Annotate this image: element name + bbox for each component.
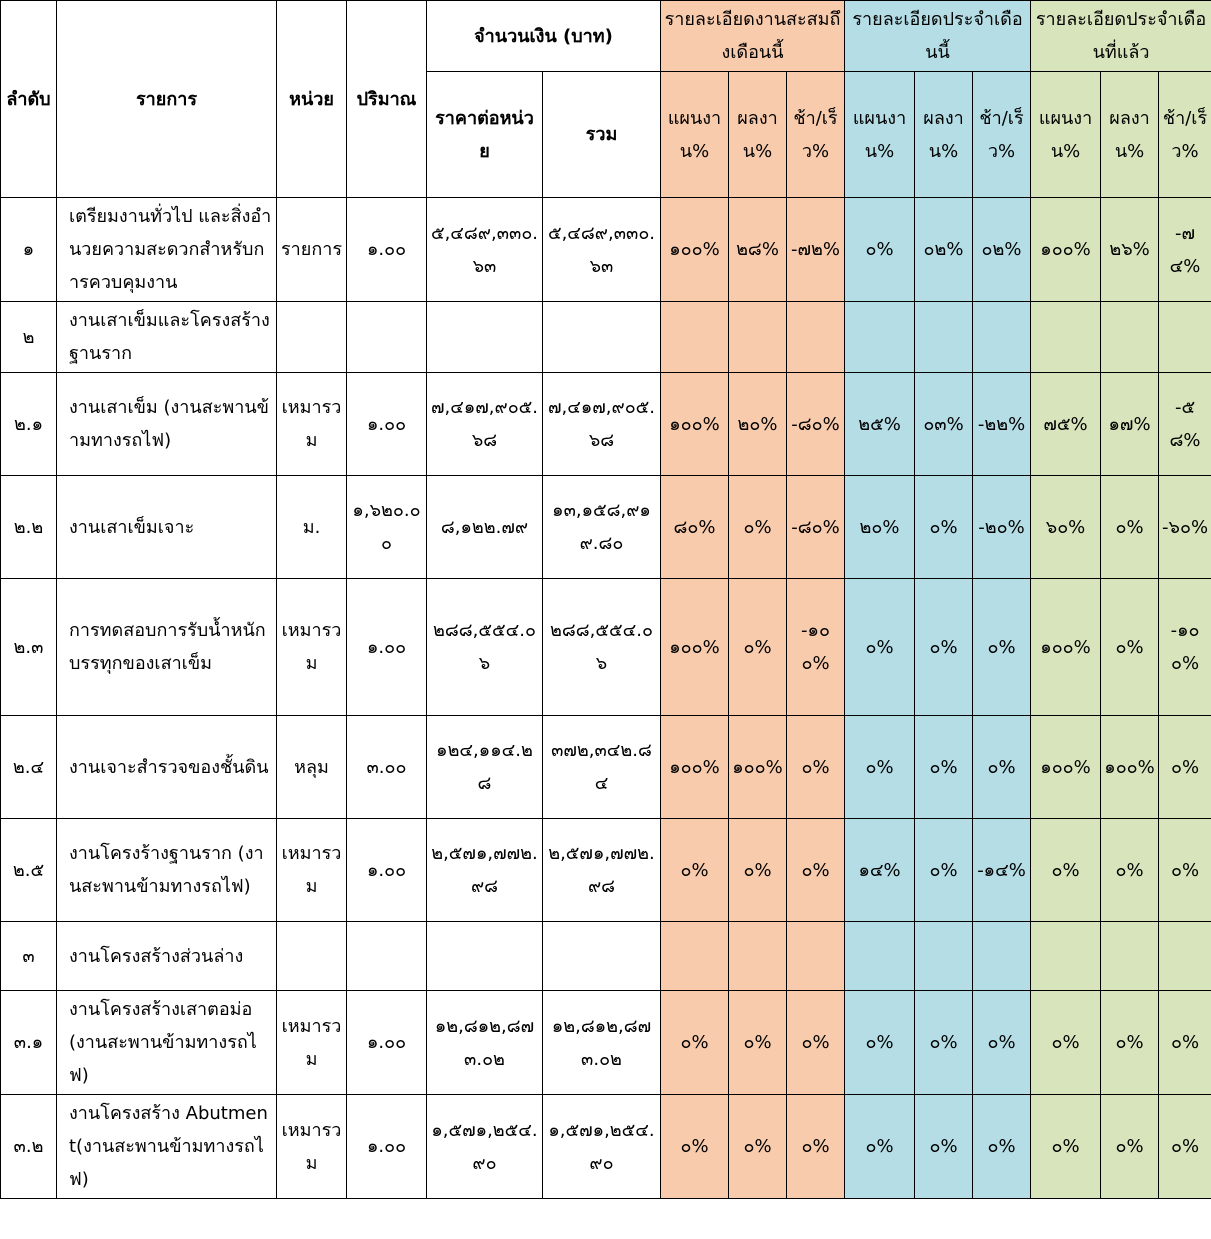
cell-cum-diff: -๗๒% <box>787 198 845 302</box>
cell-cum-diff: ๐% <box>787 716 845 819</box>
cell-cum-result: ๑๐๐% <box>729 716 787 819</box>
header-this-diff: ช้า/เร็ว% <box>973 72 1031 198</box>
cell-this-result: ๐% <box>915 579 973 716</box>
cell-qty <box>347 922 427 991</box>
cell-cum-diff: ๐% <box>787 1095 845 1199</box>
header-this-plan: แผนงาน% <box>845 72 915 198</box>
cell-seq: ๒.๕ <box>1 819 57 922</box>
cell-last-diff: -๕๘% <box>1159 373 1211 476</box>
cell-this-result: ๐% <box>915 991 973 1095</box>
cell-last-result <box>1101 922 1159 991</box>
cell-total <box>543 922 661 991</box>
cell-this-plan: ๒๕% <box>845 373 915 476</box>
cell-last-plan <box>1031 302 1101 373</box>
cell-cum-diff: ๐% <box>787 819 845 922</box>
cell-unit: เหมารวม <box>277 819 347 922</box>
header-this-result: ผลงาน% <box>915 72 973 198</box>
cell-last-diff: -๖๐% <box>1159 476 1211 579</box>
cell-last-plan: ๐% <box>1031 991 1101 1095</box>
cell-last-result <box>1101 302 1159 373</box>
cell-unit: หลุม <box>277 716 347 819</box>
cell-last-plan: ๑๐๐% <box>1031 716 1101 819</box>
cell-total: ๗,๔๑๗,๙๐๕.๖๘ <box>543 373 661 476</box>
table-row <box>1 476 1211 579</box>
cell-this-plan <box>845 302 915 373</box>
cell-cum-plan: ๐% <box>661 1095 729 1199</box>
cell-last-diff: ๐% <box>1159 716 1211 819</box>
cell-this-diff: ๐% <box>973 716 1031 819</box>
cell-unit-price <box>427 922 543 991</box>
cell-this-result <box>915 302 973 373</box>
cell-cum-result <box>729 302 787 373</box>
table-row <box>1 716 1211 819</box>
cell-last-diff: ๐% <box>1159 819 1211 922</box>
table-row <box>1 373 1211 476</box>
cell-unit-price: ๘,๑๒๒.๗๙ <box>427 476 543 579</box>
header-cumulative: รายละเอียดงานสะสมถึงเดือนนี้ <box>661 1 845 72</box>
cell-cum-result: ๒๘% <box>729 198 787 302</box>
header-unit: หน่วย <box>277 1 347 198</box>
cell-this-plan: ๒๐% <box>845 476 915 579</box>
cell-last-result: ๒๖% <box>1101 198 1159 302</box>
cell-this-plan: ๐% <box>845 1095 915 1199</box>
cell-item: เตรียมงานทั่วไป และสิ่งอำนวยความสะดวกสำหรับการควบคุมงาน <box>57 198 277 302</box>
cell-this-result: ๐๒% <box>915 198 973 302</box>
cell-last-plan <box>1031 922 1101 991</box>
cell-unit-price: ๑๒๔,๑๑๔.๒๘ <box>427 716 543 819</box>
cell-seq: ๓.๑ <box>1 991 57 1095</box>
cell-this-plan <box>845 922 915 991</box>
header-qty: ปริมาณ <box>347 1 427 198</box>
cell-unit: เหมารวม <box>277 373 347 476</box>
cell-total: ๑๓,๑๕๘,๙๑๙.๘๐ <box>543 476 661 579</box>
cell-item: งานเจาะสำรวจของชั้นดิน <box>57 716 277 819</box>
header-cum-diff: ช้า/เร็ว% <box>787 72 845 198</box>
cell-cum-diff: -๘๐% <box>787 373 845 476</box>
cell-this-plan: ๐% <box>845 991 915 1095</box>
cell-this-diff <box>973 922 1031 991</box>
cell-cum-plan: ๐% <box>661 819 729 922</box>
header-unit-price: ราคาต่อหน่วย <box>427 72 543 198</box>
cell-total <box>543 302 661 373</box>
cell-cum-plan <box>661 922 729 991</box>
cell-this-result: ๐% <box>915 819 973 922</box>
header-last-month: รายละเอียดประจำเดือนที่แล้ว <box>1031 1 1211 72</box>
cell-last-plan: ๑๐๐% <box>1031 579 1101 716</box>
cell-qty: ๑.๐๐ <box>347 819 427 922</box>
cell-last-plan: ๑๐๐% <box>1031 198 1101 302</box>
cell-last-plan: ๐% <box>1031 1095 1101 1199</box>
cell-total: ๕,๔๘๙,๓๓๐.๖๓ <box>543 198 661 302</box>
cell-last-plan: ๐% <box>1031 819 1101 922</box>
header-last-plan: แผนงาน% <box>1031 72 1101 198</box>
cell-cum-plan: ๑๐๐% <box>661 579 729 716</box>
header-amount: จำนวนเงิน (บาท) <box>427 1 661 72</box>
cell-cum-diff: -๑๐๐% <box>787 579 845 716</box>
header-total: รวม <box>543 72 661 198</box>
cell-unit-price: ๕,๔๘๙,๓๓๐.๖๓ <box>427 198 543 302</box>
cell-cum-plan: ๑๐๐% <box>661 373 729 476</box>
cell-qty: ๑,๖๒๐.๐๐ <box>347 476 427 579</box>
cell-this-plan: ๐% <box>845 716 915 819</box>
cell-cum-result: ๒๐% <box>729 373 787 476</box>
cell-this-diff: ๐% <box>973 579 1031 716</box>
table-row <box>1 819 1211 922</box>
cell-unit-price: ๗,๔๑๗,๙๐๕.๖๘ <box>427 373 543 476</box>
cell-last-result: ๑๐๐% <box>1101 716 1159 819</box>
cell-qty <box>347 302 427 373</box>
table-row <box>1 1095 1211 1199</box>
cell-last-result: ๐% <box>1101 476 1159 579</box>
cell-seq: ๒.๒ <box>1 476 57 579</box>
cell-this-result <box>915 922 973 991</box>
cell-last-diff <box>1159 922 1211 991</box>
cell-last-result: ๐% <box>1101 1095 1159 1199</box>
cell-item: งานโครงสร้างเสาตอม่อ (งานสะพานข้ามทางรถไฟ) <box>57 991 277 1095</box>
cell-unit: เหมารวม <box>277 579 347 716</box>
cell-last-plan: ๗๕% <box>1031 373 1101 476</box>
cell-qty: ๑.๐๐ <box>347 991 427 1095</box>
cell-cum-plan: ๐% <box>661 991 729 1095</box>
cell-cum-result: ๐% <box>729 819 787 922</box>
cell-item: งานเสาเข็มเจาะ <box>57 476 277 579</box>
header-row-1 <box>1 1 1211 72</box>
cell-unit-price: ๒๘๘,๕๕๔.๐๖ <box>427 579 543 716</box>
cell-total: ๒,๕๗๑,๗๗๒.๙๘ <box>543 819 661 922</box>
table-row <box>1 302 1211 373</box>
cell-this-diff: ๐% <box>973 991 1031 1095</box>
cell-cum-result: ๐% <box>729 991 787 1095</box>
cell-total: ๓๗๒,๓๔๒.๘๔ <box>543 716 661 819</box>
cell-last-diff: ๐% <box>1159 1095 1211 1199</box>
header-last-diff: ช้า/เร็ว% <box>1159 72 1211 198</box>
header-item: รายการ <box>57 1 277 198</box>
cell-cum-result <box>729 922 787 991</box>
cell-unit-price: ๒,๕๗๑,๗๗๒.๙๘ <box>427 819 543 922</box>
cell-cum-plan: ๑๐๐% <box>661 716 729 819</box>
header-seq: ลำดับ <box>1 1 57 198</box>
cell-seq: ๓ <box>1 922 57 991</box>
cell-unit-price: ๑๒,๘๑๒,๘๗๓.๐๒ <box>427 991 543 1095</box>
cell-unit <box>277 302 347 373</box>
cell-cum-result: ๐% <box>729 476 787 579</box>
cell-cum-diff: ๐% <box>787 991 845 1095</box>
cell-qty: ๑.๐๐ <box>347 373 427 476</box>
table-row <box>1 198 1211 302</box>
cell-total: ๑๒,๘๑๒,๘๗๓.๐๒ <box>543 991 661 1095</box>
header-cum-result: ผลงาน% <box>729 72 787 198</box>
cell-last-result: ๐% <box>1101 819 1159 922</box>
cell-cum-result: ๐% <box>729 1095 787 1199</box>
cell-seq: ๒.๔ <box>1 716 57 819</box>
cell-item: งานโครงสร้างส่วนล่าง <box>57 922 277 991</box>
cell-total: ๒๘๘,๕๕๔.๐๖ <box>543 579 661 716</box>
cell-this-diff: ๐๒% <box>973 198 1031 302</box>
cell-seq: ๒.๑ <box>1 373 57 476</box>
table-row <box>1 991 1211 1095</box>
cell-unit-price <box>427 302 543 373</box>
cell-cum-diff <box>787 302 845 373</box>
cell-qty: ๑.๐๐ <box>347 579 427 716</box>
cell-last-result: ๐% <box>1101 991 1159 1095</box>
cell-this-diff: -๒๐% <box>973 476 1031 579</box>
cell-cum-diff: -๘๐% <box>787 476 845 579</box>
cell-this-plan: ๐% <box>845 579 915 716</box>
cell-qty: ๑.๐๐ <box>347 1095 427 1199</box>
cell-this-diff <box>973 302 1031 373</box>
cell-last-diff <box>1159 302 1211 373</box>
cell-last-result: ๑๗% <box>1101 373 1159 476</box>
cell-cum-plan: ๘๐% <box>661 476 729 579</box>
cell-unit: ม. <box>277 476 347 579</box>
cell-unit: เหมารวม <box>277 991 347 1095</box>
cell-last-diff: -๗๔% <box>1159 198 1211 302</box>
cell-item: งานโครงสร้าง Abutment(งานสะพานข้ามทางรถไฟ) <box>57 1095 277 1199</box>
cell-this-diff: -๑๔% <box>973 819 1031 922</box>
table-row <box>1 579 1211 716</box>
cell-this-diff: ๐% <box>973 1095 1031 1199</box>
cell-unit: รายการ <box>277 198 347 302</box>
table-row <box>1 922 1211 991</box>
cell-this-result: ๐% <box>915 476 973 579</box>
cell-seq: ๑ <box>1 198 57 302</box>
cell-cum-plan <box>661 302 729 373</box>
cell-unit <box>277 922 347 991</box>
cell-this-result: ๐% <box>915 1095 973 1199</box>
cell-item: งานโครงร้างฐานราก (งานสะพานข้ามทางรถไฟ) <box>57 819 277 922</box>
cell-unit: เหมารวม <box>277 1095 347 1199</box>
header-this-month: รายละเอียดประจำเดือนนี้ <box>845 1 1031 72</box>
cell-cum-plan: ๑๐๐% <box>661 198 729 302</box>
header-cum-plan: แผนงาน% <box>661 72 729 198</box>
cell-cum-result: ๐% <box>729 579 787 716</box>
table-body <box>1 198 1211 1199</box>
cell-last-diff: -๑๐๐% <box>1159 579 1211 716</box>
cell-item: งานเสาเข็มและโครงสร้างฐานราก <box>57 302 277 373</box>
cell-seq: ๒.๓ <box>1 579 57 716</box>
cell-this-plan: ๐% <box>845 198 915 302</box>
cell-this-result: ๐๓% <box>915 373 973 476</box>
cell-seq: ๒ <box>1 302 57 373</box>
header-last-result: ผลงาน% <box>1101 72 1159 198</box>
cell-cum-diff <box>787 922 845 991</box>
cell-qty: ๑.๐๐ <box>347 198 427 302</box>
cell-unit-price: ๑,๕๗๑,๒๕๔.๙๐ <box>427 1095 543 1199</box>
cell-last-diff: ๐% <box>1159 991 1211 1095</box>
cell-total: ๑,๕๗๑,๒๕๔.๙๐ <box>543 1095 661 1199</box>
cell-item: การทดสอบการรับน้ำหนักบรรทุกของเสาเข็ม <box>57 579 277 716</box>
cell-item: งานเสาเข็ม (งานสะพานข้ามทางรถไฟ) <box>57 373 277 476</box>
cell-seq: ๓.๒ <box>1 1095 57 1199</box>
cell-this-result: ๐% <box>915 716 973 819</box>
cell-this-diff: -๒๒% <box>973 373 1031 476</box>
cell-last-plan: ๖๐% <box>1031 476 1101 579</box>
cell-last-result: ๐% <box>1101 579 1159 716</box>
cell-this-plan: ๑๔% <box>845 819 915 922</box>
cell-qty: ๓.๐๐ <box>347 716 427 819</box>
